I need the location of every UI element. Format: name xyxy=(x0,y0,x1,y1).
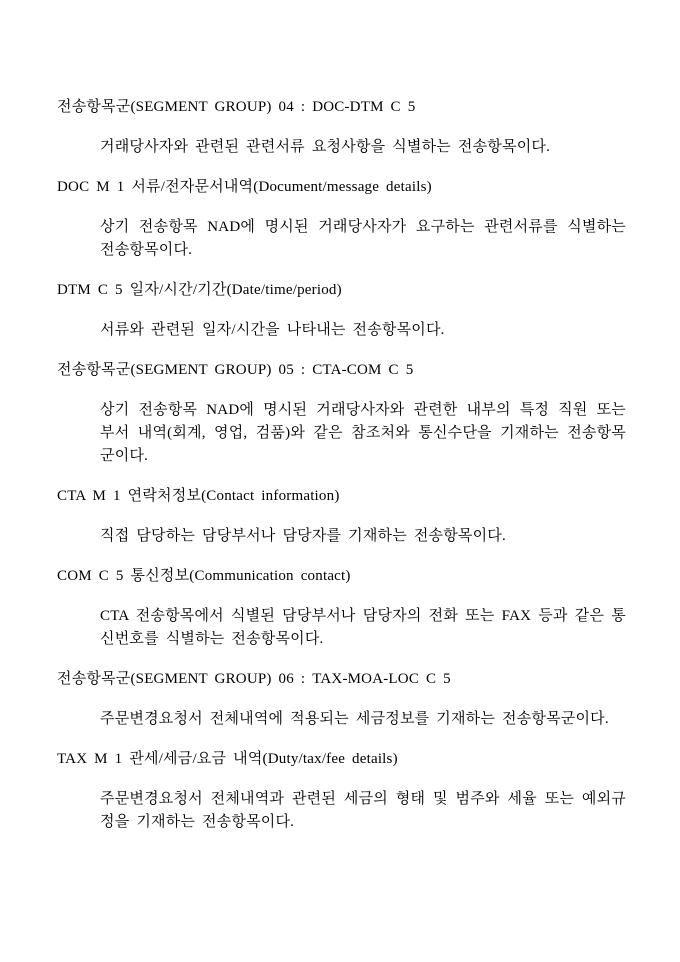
group-heading: 전송항목군(SEGMENT GROUP) 05 : CTA-COM C 5 xyxy=(57,362,414,378)
segment-heading: COM C 5 통신정보(Communication contact) xyxy=(57,568,351,584)
group-heading: 전송항목군(SEGMENT GROUP) 04 : DOC-DTM C 5 xyxy=(57,99,416,115)
segment-heading: DTM C 5 일자/시간/기간(Date/time/period) xyxy=(57,282,342,298)
description-paragraph: 서류와 관련된 일자/시간을 나타내는 전송항목이다. xyxy=(100,322,445,338)
description-paragraph: 직접 담당하는 담당부서나 담당자를 기재하는 전송항목이다. xyxy=(100,528,506,544)
description-paragraph: 거래당사자와 관련된 관련서류 요청사항을 식별하는 전송항목이다. xyxy=(100,139,551,155)
document-body xyxy=(57,96,627,834)
description-paragraph: CTA 전송항목에서 식별된 담당부서나 담당자의 전화 또는 FAX 등과 같은 통신번호를 식별하는 전송항목이다. xyxy=(100,608,626,647)
segment-heading: CTA M 1 연락처정보(Contact information) xyxy=(57,488,340,504)
description-paragraph: 주문변경요청서 전체내역과 관련된 세금의 형태 및 범주와 세율 또는 예외규정을 기재하는 전송항목이다. xyxy=(100,791,626,830)
description-paragraph: 주문변경요청서 전체내역에 적용되는 세금정보를 기재하는 전송항목군이다. xyxy=(100,711,609,727)
description-paragraph: 상기 전송항목 NAD에 명시된 거래당사자가 요구하는 관련서류를 식별하는 전송항목이다. xyxy=(100,219,626,258)
group-heading: 전송항목군(SEGMENT GROUP) 06 : TAX-MOA-LOC C 5 xyxy=(57,671,451,687)
segment-heading: DOC M 1 서류/전자문서내역(Document/message details) xyxy=(57,179,432,195)
description-paragraph: 상기 전송항목 NAD에 명시된 거래당사자와 관련한 내부의 특정 직원 또는 부서 내역(회계, 영업, 검품)와 같은 참조처와 통신수단을 기재하는 전송항목군이다. xyxy=(100,402,626,464)
segment-heading: TAX M 1 관세/세금/요금 내역(Duty/tax/fee details) xyxy=(57,751,398,767)
